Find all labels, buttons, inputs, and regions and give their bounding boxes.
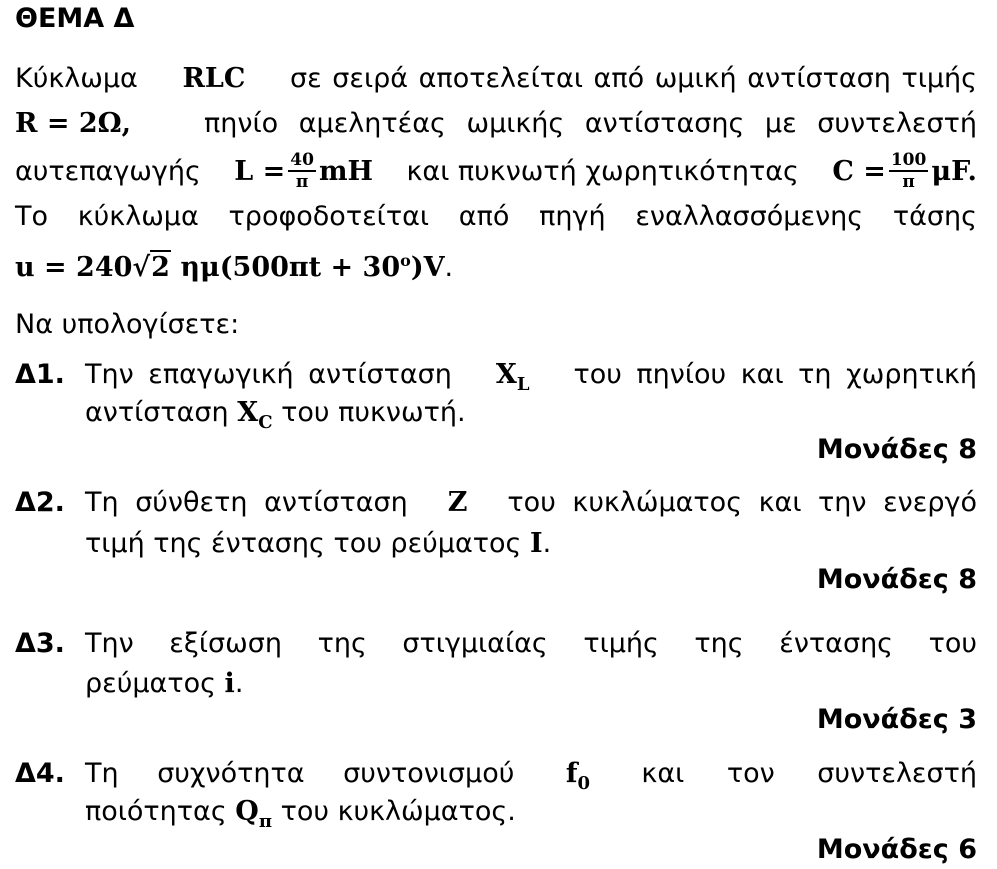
item-d4-line-2: ποιότητας $Q_\pi$ του κυκλώματος. [85,796,516,832]
item-d1-line-1: Την επαγωγική αντίσταση $X_L$ του πηνίου και τη χωρητική [85,358,977,402]
symbol-f0: $f_0$ [565,758,590,794]
intro-text: Κύκλωμα [15,63,138,94]
points-d2: Μονάδες 8 [816,564,977,595]
points-d1: Μονάδες 8 [816,434,977,465]
intro-line-4 [15,200,977,234]
rlc-symbol: RLC [182,63,246,94]
points-d3: Μονάδες 3 [816,704,977,735]
points-d4: Μονάδες 6 [816,834,977,865]
item-d3-line-2: ρεύματος i. [85,668,244,699]
symbol-i: I [529,528,543,559]
item-label-d3: Δ3. [15,628,65,659]
symbol-i-small: i [224,668,235,699]
item-d3-line-1: Την εξίσωση της στιγμιαίας τιμής της έντασης του [85,628,977,659]
symbol-xl: $X_L$ [495,359,530,395]
item-d1-line-2: αντίσταση $X_C$ του πυκνωτή. [85,397,466,433]
inductance-fraction: $\frac{40}{\pi}$ [290,149,314,192]
intro-line-2 [15,107,977,141]
instruction-text: Να υπολογίσετε: [15,309,240,340]
capacitance-expression: C = $\frac{100}{\pi}$ μF. [832,149,977,192]
symbol-xc: $X_C$ [237,397,273,433]
intro-text: αυτεπαγωγής [15,156,201,187]
item-d4-line-1: Τη συχνότητα συντονισμού $f_0$ και τον συντελεστή [85,757,977,801]
inductance-expression: L = $\frac{40}{\pi}$ mH [234,149,374,192]
item-d2-line-2: τιμή της έντασης του ρεύματος I. [85,528,552,559]
symbol-q: $Q_\pi$ [235,796,273,832]
item-label-d2: Δ2. [15,487,65,518]
intro-text: σε σειρά αποτελείται από ωμική αντίσταση τιμής [289,63,977,94]
intro-line-3 [15,149,977,193]
item-label-d1: Δ1. [15,359,65,390]
page-title: ΘΕΜΑ Δ [15,3,135,34]
intro-text: και πυκνωτή χωρητικότητας [406,156,799,187]
symbol-z: Z [447,487,468,518]
item-d2-line-1: Τη σύνθετη αντίσταση Z του κυκλώματος και την ενεργό [85,487,977,518]
intro-line-1 [15,62,977,96]
item-label-d4: Δ4. [15,758,65,789]
voltage-equation: u = 240√2 $\eta\mu(500\pi t + 30^o)V$. [15,251,454,283]
intro-text: πηνίο αμελητέας ωμικής αντίστασης με συντελεστή [204,108,977,139]
capacitance-fraction: $\frac{100}{\pi}$ [890,149,927,192]
intro-text: Το κύκλωμα τροφοδοτείται από πηγή εναλλασσόμενης τάσης [15,201,977,232]
resistance-value: R = 2Ω, [15,108,132,139]
